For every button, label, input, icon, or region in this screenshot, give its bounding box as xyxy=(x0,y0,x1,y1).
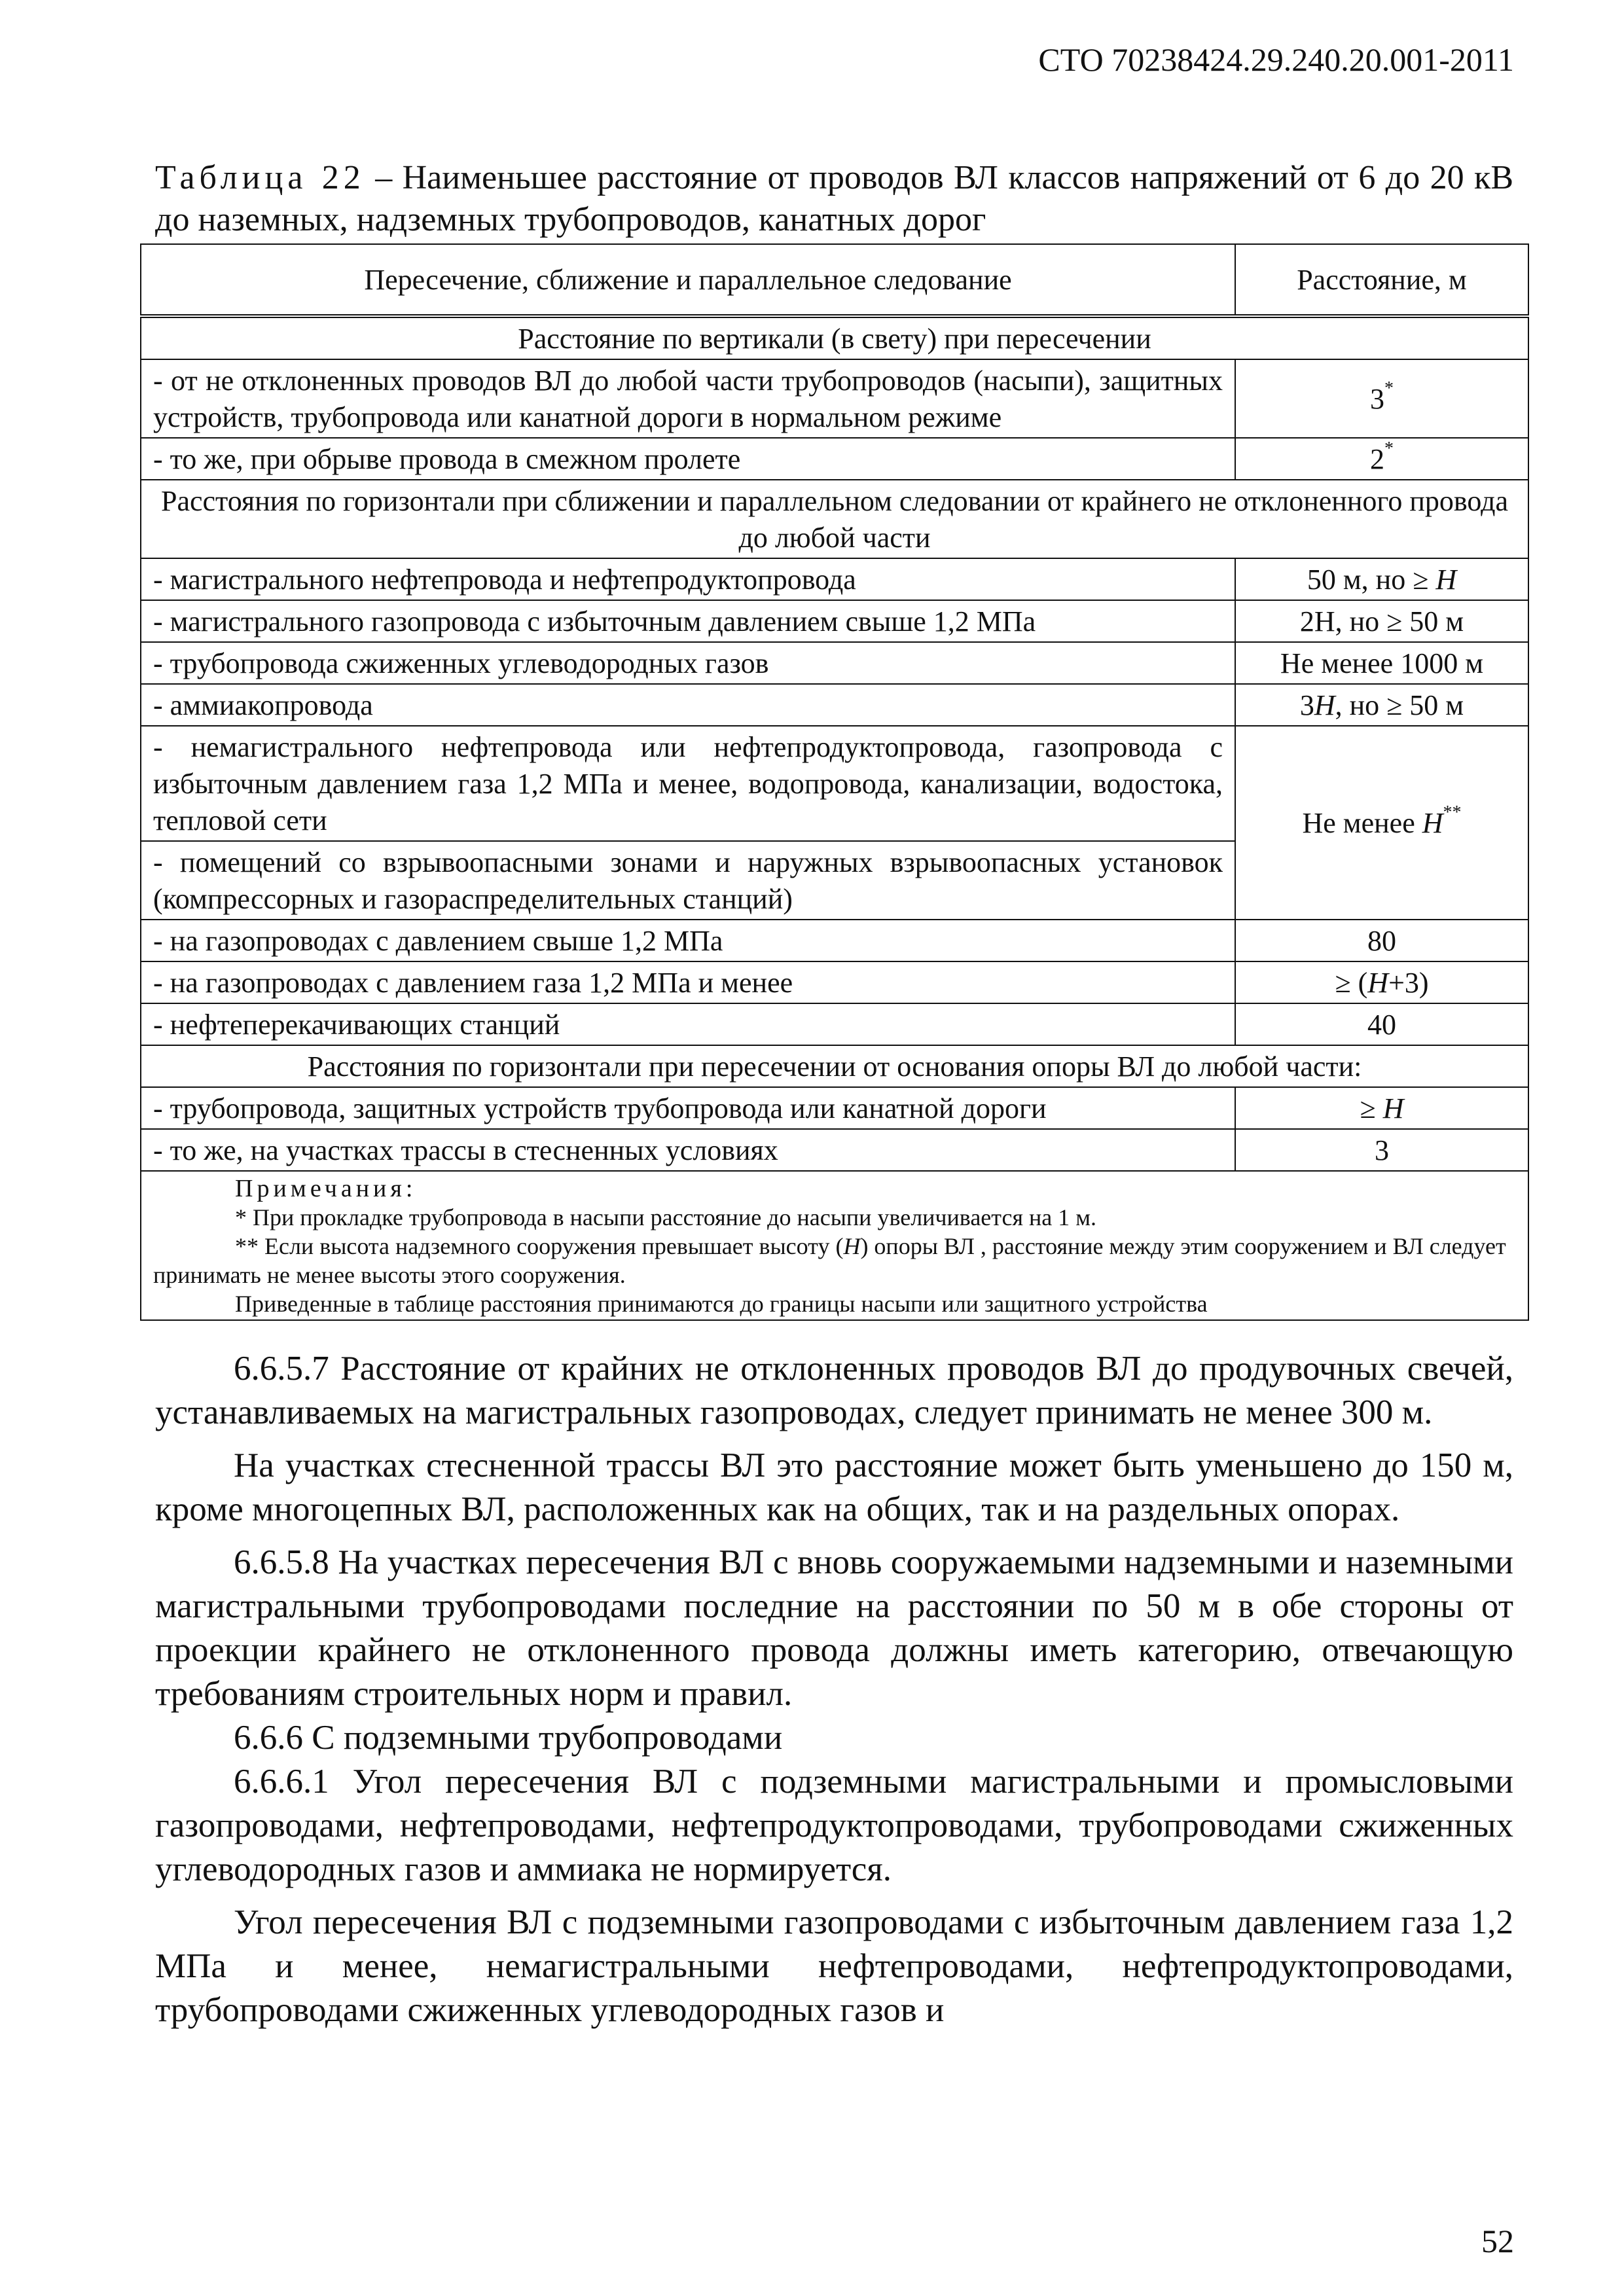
row-value xyxy=(1235,438,1528,480)
row-value xyxy=(1235,726,1528,920)
document-code: СТО 70238424.29.240.20.001-2011 xyxy=(1038,41,1514,78)
table-row xyxy=(141,1003,1528,1045)
table-caption-text: – Наименьшее расстояние от проводов ВЛ классов напряжений от 6 до 20 кВ до наземных, надземных трубопроводов, канатных дорог xyxy=(155,159,1513,238)
table-row xyxy=(141,1087,1528,1129)
note-2-symbol: Н xyxy=(843,1233,861,1259)
footnote-mark: ** xyxy=(1443,802,1462,823)
value-part: ≥ ( xyxy=(1335,967,1368,999)
row-text: - магистрального нефтепровода и нефтепродуктопровода xyxy=(141,558,1235,600)
table-row xyxy=(141,961,1528,1003)
section-row xyxy=(141,1045,1528,1087)
column-header-crossing: Пересечение, сближение и параллельное следование xyxy=(141,244,1235,316)
row-value: 2Н, но ≥ 50 м xyxy=(1235,600,1528,642)
note-2-part: ) опоры ВЛ , расстояние между этим сооружением и ВЛ следует принимать не менее высоты этого сооружения. xyxy=(153,1233,1506,1288)
value-part: ≥ xyxy=(1360,1092,1383,1124)
section-horizontal-crossing: Расстояния по горизонтали при пересечении от основания опоры ВЛ до любой части: xyxy=(141,1045,1528,1087)
table-row xyxy=(141,1129,1528,1171)
row-value: 80 xyxy=(1235,920,1528,961)
paragraph-6-6-5-7: 6.6.5.7 Расстояние от крайних не отклоненных проводов ВЛ до продувочных свечей, устанавливаемых на магистральных газопроводах, следует принимать не менее 300 м. xyxy=(155,1350,1513,1431)
footnote-mark: * xyxy=(1384,439,1394,459)
section-horizontal-approach: Расстояния по горизонтали при сближении и параллельном следовании от крайнего не отклоненного провода до любой части xyxy=(141,480,1528,558)
paragraph: Угол пересечения ВЛ с подземными газопроводами с избыточным давлением газа 1,2 МПа и менее, немагистральными нефтепроводами, нефтепродуктопроводами, трубопроводами сжиженных углеводородных газов и xyxy=(155,1903,1513,2029)
row-text: - аммиакопровода xyxy=(141,684,1235,726)
note-3: Приведенные в таблице расстояния принимаются до границы насыпи или защитного устройства xyxy=(235,1291,1208,1317)
row-text: - нефтеперекачивающих станций xyxy=(141,1003,1235,1045)
value-part: 3 xyxy=(1299,689,1314,721)
value-part: 50 м, но ≥ xyxy=(1307,564,1436,596)
table-row xyxy=(141,438,1528,480)
table-row xyxy=(141,726,1528,841)
value-symbol: H xyxy=(1422,807,1443,839)
note-2 xyxy=(153,1232,1516,1289)
table-row xyxy=(141,359,1528,438)
paragraph-6-6-6-1: 6.6.6.1 Угол пересечения ВЛ с подземными магистральными и промысловыми газопроводами, нефтепроводами, нефтепродуктопроводами, трубопроводами сжиженных углеводородных газов и аммиака не нормируется. xyxy=(155,1763,1513,1888)
row-value: 40 xyxy=(1235,1003,1528,1045)
section-row xyxy=(141,480,1528,558)
row-value xyxy=(1235,961,1528,1003)
row-value xyxy=(1235,359,1528,438)
table-caption-label: Таблица 22 xyxy=(155,159,365,196)
section-vertical: Расстояние по вертикали (в свету) при пересечении xyxy=(141,316,1528,359)
row-value: 3 xyxy=(1235,1129,1528,1171)
value-part: , но ≥ 50 м xyxy=(1335,689,1464,721)
paragraph-6-6-5-8: 6.6.5.8 На участках пересечения ВЛ с вновь сооружаемыми надземными и наземными магистральными трубопроводами последние на расстоянии по 50 м в обе стороны от проекции крайнего не отклоненного провода должны иметь категорию, отвечающую требованиям строительных норм и правил. xyxy=(155,1543,1513,1713)
value-part: Не менее xyxy=(1302,807,1422,839)
row-text: - от не отклоненных проводов ВЛ до любой части трубопроводов (насыпи), защитных устройств, трубопровода или канатной дороги в нормальном режиме xyxy=(141,359,1235,438)
value-symbol: H xyxy=(1382,1092,1404,1124)
distances-table xyxy=(140,243,1529,1321)
row-text: - помещений со взрывоопасными зонами и наружных взрывоопасных установок (компрессорных и газораспределительных станций) xyxy=(141,841,1235,920)
paragraph: На участках стесненной трассы ВЛ это расстояние может быть уменьшено до 150 м, кроме многоцепных ВЛ, расположенных как на общих, так и на раздельных опорах. xyxy=(155,1446,1513,1528)
row-value: Не менее 1000 м xyxy=(1235,642,1528,684)
row-text: - на газопроводах с давлением газа 1,2 МПа и менее xyxy=(141,961,1235,1003)
row-text: - трубопровода, защитных устройств трубопровода или канатной дороги xyxy=(141,1087,1235,1129)
value-number: 2 xyxy=(1370,443,1384,475)
value-part: +3) xyxy=(1388,967,1429,999)
note-2-part: ** Если высота надземного сооружения превышает высоту ( xyxy=(235,1233,844,1259)
row-text: - то же, при обрыве провода в смежном пролете xyxy=(141,438,1235,480)
table-row xyxy=(141,558,1528,600)
row-value xyxy=(1235,684,1528,726)
section-heading-6-6-6: 6.6.6 С подземными трубопроводами xyxy=(234,1719,783,1757)
notes-title: Примечания: xyxy=(235,1175,417,1202)
value-symbol: H xyxy=(1314,689,1335,721)
table-header-row xyxy=(141,244,1528,316)
table-row xyxy=(141,920,1528,961)
row-text: - на газопроводах с давлением свыше 1,2 МПа xyxy=(141,920,1235,961)
row-text: - трубопровода сжиженных углеводородных газов xyxy=(141,642,1235,684)
row-value xyxy=(1235,558,1528,600)
table-notes xyxy=(141,1171,1528,1320)
row-text: - то же, на участках трассы в стесненных условиях xyxy=(141,1129,1235,1171)
page-number: 52 xyxy=(1481,2223,1514,2259)
value-symbol: H xyxy=(1435,564,1457,596)
table-row xyxy=(141,600,1528,642)
body-text xyxy=(155,1347,1513,2032)
table-caption xyxy=(155,157,1513,241)
note-1: * При прокладке трубопровода в насыпи расстояние до насыпи увеличивается на 1 м. xyxy=(235,1204,1097,1230)
value-symbol: H xyxy=(1367,967,1389,999)
row-text: - магистрального газопровода с избыточным давлением свыше 1,2 МПа xyxy=(141,600,1235,642)
row-text: - немагистрального нефтепровода или нефтепродуктопровода, газопровода с избыточным давлением газа 1,2 МПа и менее, водопровода, канализации, водостока, тепловой сети xyxy=(141,726,1235,841)
table-row xyxy=(141,642,1528,684)
column-header-distance: Расстояние, м xyxy=(1235,244,1528,316)
footnote-mark: * xyxy=(1384,378,1394,399)
table-row xyxy=(141,684,1528,726)
value-number: 3 xyxy=(1370,383,1384,415)
section-row xyxy=(141,316,1528,359)
row-value xyxy=(1235,1087,1528,1129)
notes-row xyxy=(141,1171,1528,1320)
